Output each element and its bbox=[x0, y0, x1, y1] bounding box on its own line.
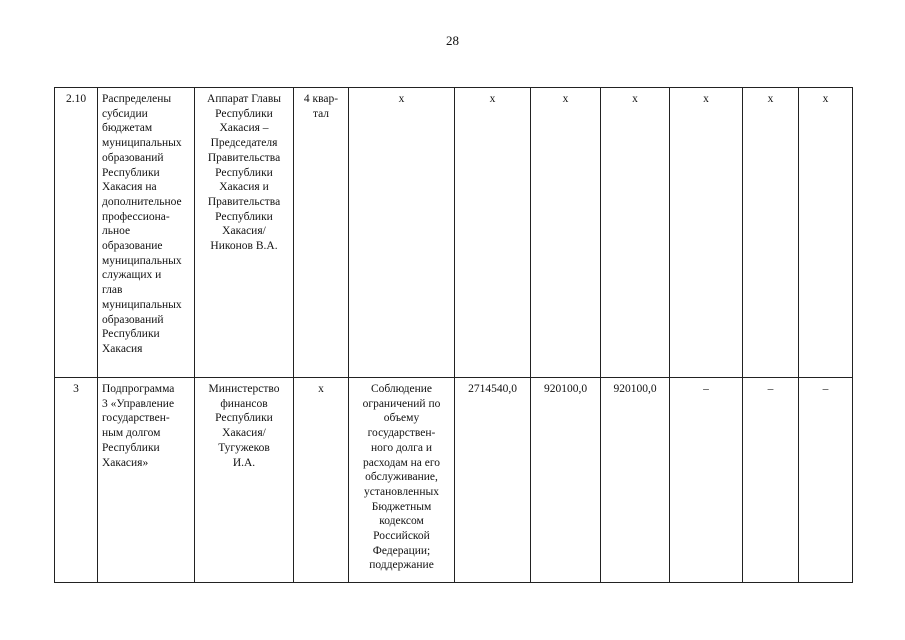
value-3: х bbox=[632, 93, 638, 105]
row-number-cell bbox=[55, 378, 98, 583]
deadline-cell bbox=[294, 378, 349, 583]
value-cell bbox=[601, 88, 670, 378]
value-cell bbox=[743, 378, 799, 583]
value-4: – bbox=[703, 383, 709, 395]
measure-name-cell bbox=[98, 378, 195, 583]
value-cell bbox=[743, 88, 799, 378]
value-cell bbox=[670, 378, 743, 583]
value-6: х bbox=[822, 93, 829, 105]
table-row bbox=[55, 88, 853, 378]
value-cell bbox=[531, 378, 601, 583]
measure-name: Подпрограмма 3 «Управление государствен- ным долгом Республики Хакасия» bbox=[102, 383, 175, 469]
page-number: 28 bbox=[446, 33, 459, 48]
responsible-executor: Аппарат Главы Республики Хакасия – Председателя Правительства Республики Хакасия и Правительства Республики Хакасия/ Никонов В.А. bbox=[207, 93, 281, 253]
responsible-cell bbox=[195, 378, 294, 583]
value-3: 920100,0 bbox=[613, 383, 657, 395]
value-1: 2714540,0 bbox=[468, 383, 517, 395]
row-number-cell bbox=[55, 88, 98, 378]
value-5: х bbox=[767, 93, 774, 105]
table-row bbox=[55, 378, 853, 583]
value-cell bbox=[799, 88, 853, 378]
deadline-cell bbox=[294, 88, 349, 378]
expected-result: х bbox=[398, 93, 405, 105]
measure-name-cell bbox=[98, 88, 195, 378]
value-cell bbox=[670, 88, 743, 378]
row-number: 3 bbox=[73, 383, 79, 395]
responsible-executor: Министерство финансов Республики Хакасия/ Тугужеков И.А. bbox=[208, 383, 280, 469]
measures-table bbox=[54, 87, 853, 583]
value-2: х bbox=[562, 93, 569, 105]
result-cell bbox=[349, 88, 455, 378]
value-4: х bbox=[703, 93, 709, 105]
value-cell bbox=[455, 378, 531, 583]
deadline: 4 квар- тал bbox=[303, 93, 339, 120]
result-cell bbox=[349, 378, 455, 583]
deadline: х bbox=[318, 383, 324, 395]
responsible-cell bbox=[195, 88, 294, 378]
value-6: – bbox=[822, 383, 829, 395]
value-1: х bbox=[489, 93, 496, 105]
value-cell bbox=[531, 88, 601, 378]
value-cell bbox=[601, 378, 670, 583]
row-number: 2.10 bbox=[65, 93, 87, 105]
value-cell bbox=[455, 88, 531, 378]
value-5: – bbox=[767, 383, 774, 395]
value-2: 920100,0 bbox=[543, 383, 588, 395]
expected-result: Соблюдение ограничений по объему государствен- ного долга и расходам на его обслуживание, установленных Бюджетным кодексом Российской Федерации; поддержание bbox=[362, 383, 441, 572]
value-cell bbox=[799, 378, 853, 583]
measure-name: Распределены субсидии бюджетам муниципальных образований Республики Хакасия на дополнительное профессиона- льное образование муниципальных служащих и глав муниципальных образований Республики Хакасия bbox=[102, 93, 182, 355]
